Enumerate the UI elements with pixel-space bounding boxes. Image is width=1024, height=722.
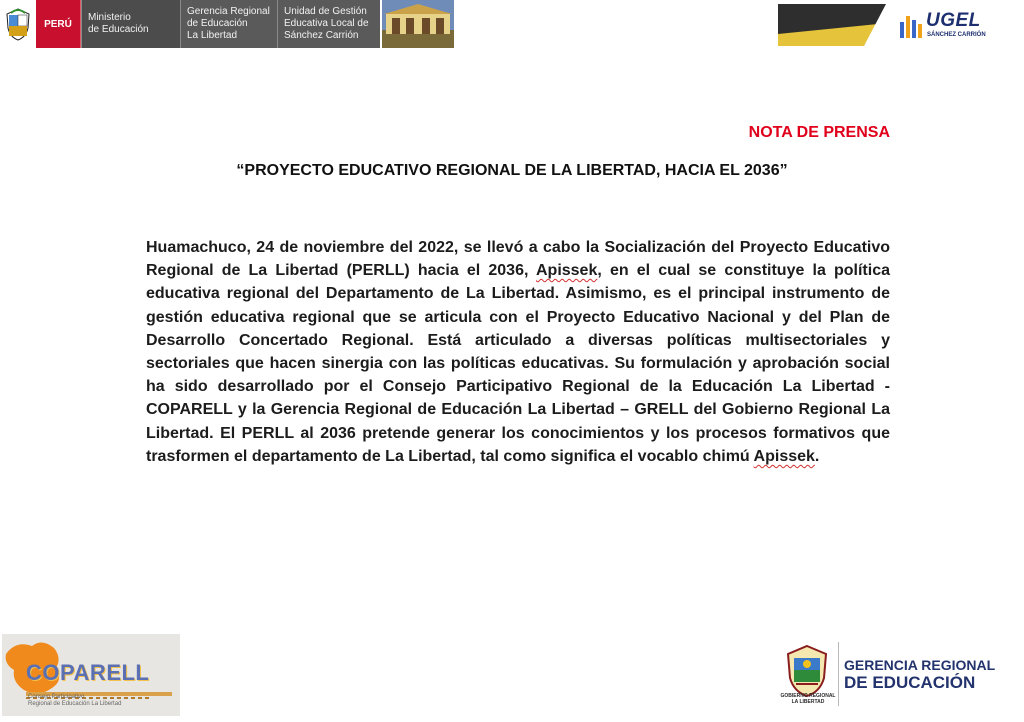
- peru-label: PERÚ: [36, 0, 81, 48]
- coparell-subtitle: Consejo Participativo Regional de Educación La Libertad: [28, 694, 122, 707]
- article-lead: Huamachuco, 24 de noviembre del 2022, se llevó a cabo la Socialización del: [146, 239, 735, 256]
- gerencia-title: GERENCIA REGIONAL DE EDUCACIÓN: [844, 657, 996, 692]
- spellcheck-word-1: Apissek: [535, 262, 598, 280]
- ugel-logo-text: UGEL: [926, 10, 981, 31]
- coparell-name: COPARELL: [26, 660, 150, 685]
- article-end: .: [814, 447, 820, 465]
- headline: “PROYECTO EDUCATIVO REGIONAL DE LA LIBERTAD, HACIA EL 2036”: [236, 162, 788, 179]
- school-building-photo: [382, 0, 454, 48]
- ugel-logo: [778, 4, 994, 46]
- gerencia-regional-logo: [780, 638, 1024, 714]
- ugel-logo-subtitle: SÁNCHEZ CARRIÓN: [927, 32, 986, 38]
- gerencia-crest-caption: GOBIERNO REGIONAL LA LIBERTAD: [780, 693, 836, 705]
- article-part-1: Proyecto Educativo Regional de La Libertad (PERLL) hacia el 2036,: [146, 239, 891, 280]
- article-body: [146, 236, 890, 468]
- article-part-2: , en el cual se constituye la política educativa regional del Departamento de La Libertad. Asimismo, es el principal instrumento de gestión educativa regional que se articula con el Proyecto Educativo Nacional y del Plan de Desarrollo Concertado Regional. Está articulado a diversas políticas multisectoriales y sectoriales que hacen sinergia con las políticas educativas. Su formulación y aprobación social ha sido desarrollado por el Consejo Participativo Regional de la Educación La Libertad - COPARELL y la Gerencia Regional de Educación La Libertad – GRELL del Gobierno Regional La Libertad. El PERLL al 2036 pretende generar los conocimientos y los procesos formativos que trasformen el departamento de La Libertad, tal como significa el vocablo chimú: [146, 262, 891, 465]
- ministry-label: Ministerio de Educación: [81, 0, 180, 48]
- regional-education-label: Gerencia Regional de Educación La Libertad: [180, 0, 277, 48]
- la-libertad-crest-icon: [782, 644, 832, 698]
- ugel-local-label: Unidad de Gestión Educativa Local de Sánchez Carrión: [277, 0, 380, 48]
- spellcheck-word-2: Apissek: [753, 447, 815, 465]
- gerencia-divider: [838, 642, 839, 706]
- press-release-label: NOTA DE PRENSA: [748, 124, 890, 141]
- government-header: [0, 0, 454, 48]
- peru-coat-of-arms-icon: [0, 0, 36, 48]
- coparell-logo: [2, 634, 180, 716]
